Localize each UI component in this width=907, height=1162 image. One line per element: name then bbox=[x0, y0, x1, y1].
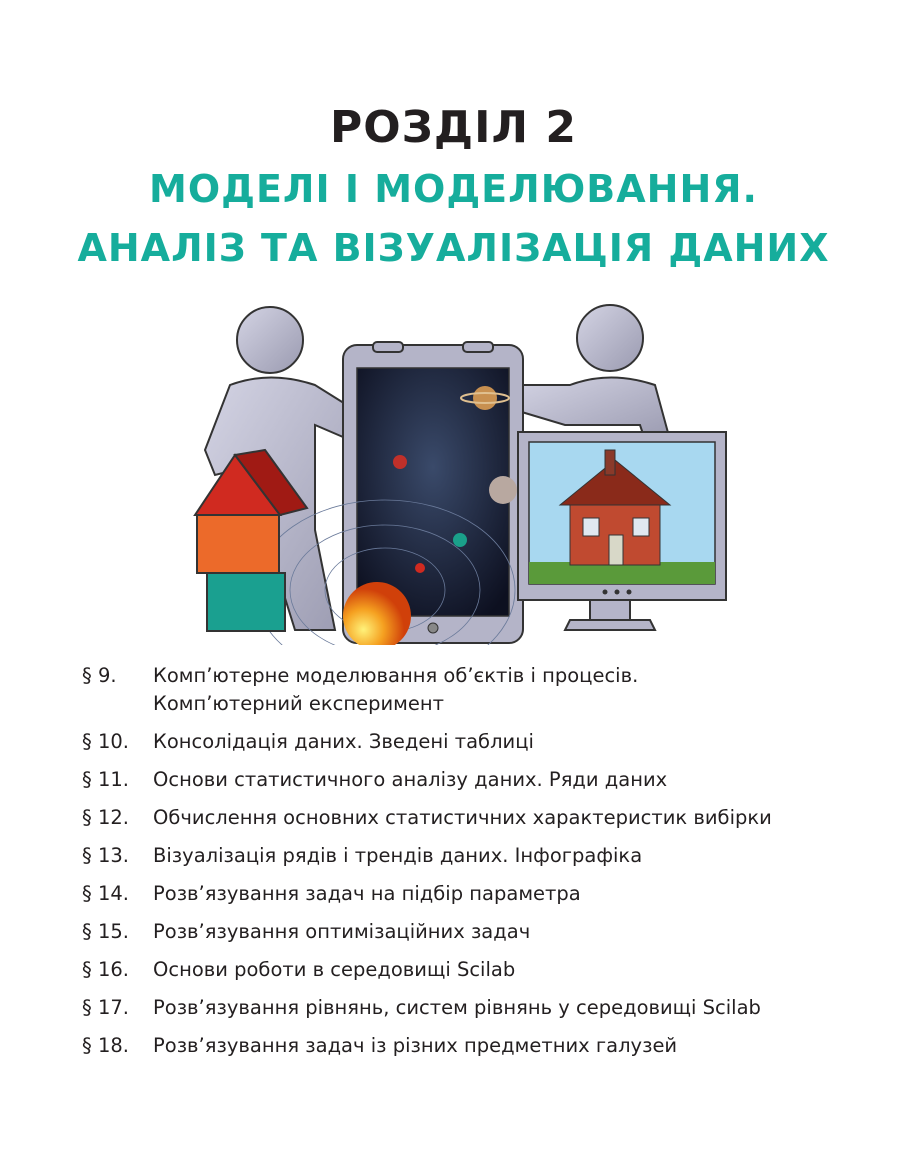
toc-item bbox=[82, 662, 872, 718]
toc-item-title-line: Комп’ютерний експеримент bbox=[153, 692, 444, 715]
toc-item-title-line: Комп’ютерне моделювання об’єктів і процесів. bbox=[153, 664, 639, 687]
toc-item-title-line: Обчислення основних статистичних характеристик вибірки bbox=[153, 806, 772, 829]
toc-item-title-line: Розв’язування рівнянь, систем рівнянь у середовищі Scilab bbox=[153, 996, 761, 1019]
toc-item-number: § 11. bbox=[82, 768, 129, 791]
toc-item-number: § 18. bbox=[82, 1034, 129, 1057]
toc-item-title bbox=[153, 1032, 872, 1060]
toc-item-title bbox=[153, 804, 872, 832]
toc-item-title bbox=[153, 918, 872, 946]
toc-item bbox=[82, 956, 872, 984]
toc-item-number: § 15. bbox=[82, 920, 129, 943]
toc-item bbox=[82, 994, 872, 1022]
toc-item-number: § 14. bbox=[82, 882, 129, 905]
table-of-contents bbox=[82, 662, 872, 1070]
toc-item-title bbox=[153, 728, 872, 756]
toc-item bbox=[82, 918, 872, 946]
toc-item bbox=[82, 842, 872, 870]
toc-item-number: § 13. bbox=[82, 844, 129, 867]
right-person-figure bbox=[515, 305, 670, 440]
chapter-label: РОЗДІЛ 2 bbox=[330, 102, 577, 153]
toc-item-number: § 10. bbox=[82, 730, 129, 753]
toc-item-title-line: Розв’язування задач на підбір параметра bbox=[153, 882, 581, 905]
chapter-title-line-2: АНАЛІЗ ТА ВІЗУАЛІЗАЦІЯ ДАНИХ bbox=[77, 226, 830, 270]
toc-item-title bbox=[153, 766, 872, 794]
toc-item-title bbox=[153, 842, 872, 870]
monitor-with-house bbox=[518, 432, 726, 630]
toc-item-title-line: Основи роботи в середовищі Scilab bbox=[153, 958, 516, 981]
toc-item-title bbox=[153, 956, 872, 984]
toc-item-number: § 9. bbox=[82, 664, 117, 687]
chapter-illustration bbox=[185, 300, 730, 645]
toc-item-title bbox=[153, 994, 872, 1022]
toc-item-number: § 12. bbox=[82, 806, 129, 829]
toc-item bbox=[82, 766, 872, 794]
toc-item-number: § 17. bbox=[82, 996, 129, 1019]
toc-item-title-line: Розв’язування оптимізаційних задач bbox=[153, 920, 531, 943]
toc-item-title-line: Розв’язування задач із різних предметних галузей bbox=[153, 1034, 678, 1057]
toc-item bbox=[82, 728, 872, 756]
toc-item-title-line: Основи статистичного аналізу даних. Ряди даних bbox=[153, 768, 668, 791]
toc-item-title bbox=[153, 662, 872, 718]
toc-item bbox=[82, 804, 872, 832]
toc-item-title-line: Візуалізація рядів і трендів даних. Інфографіка bbox=[153, 844, 643, 867]
toc-item-title-line: Консолідація даних. Зведені таблиці bbox=[153, 730, 534, 753]
chapter-title-line-1: МОДЕЛІ І МОДЕЛЮВАННЯ. bbox=[149, 167, 758, 211]
toc-item bbox=[82, 880, 872, 908]
toc-item-number: § 16. bbox=[82, 958, 129, 981]
toc-item-title bbox=[153, 880, 872, 908]
toc-item bbox=[82, 1032, 872, 1060]
